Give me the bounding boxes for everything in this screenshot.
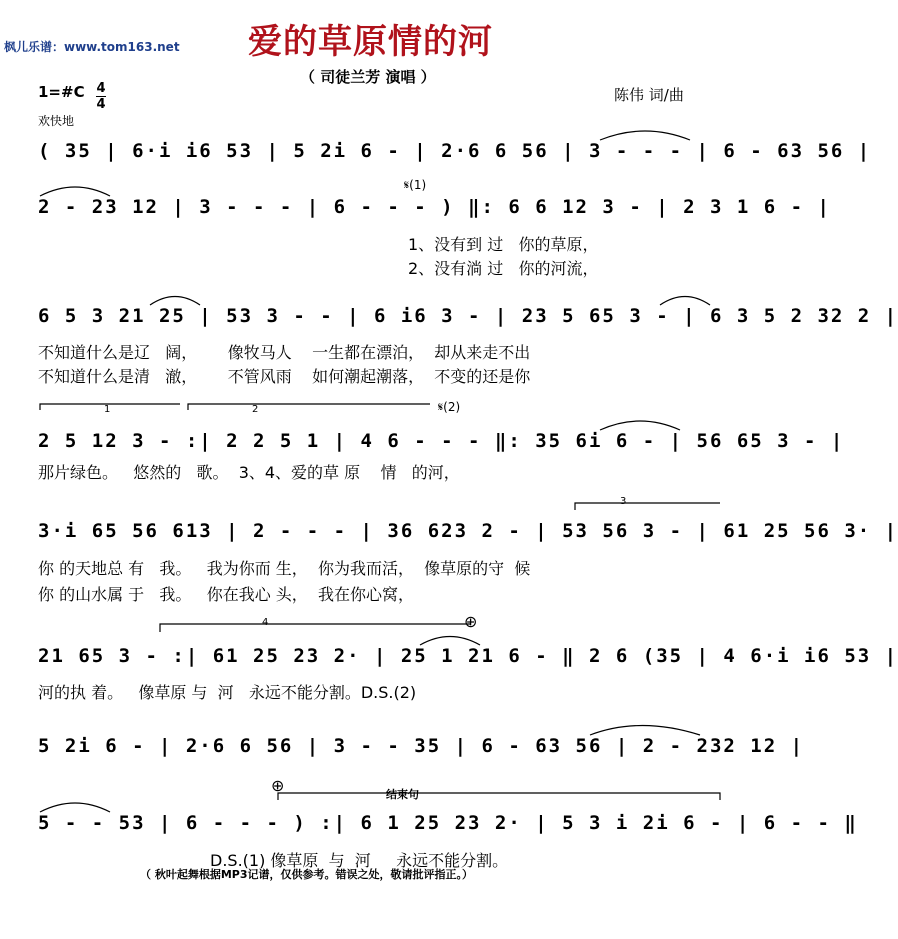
segno-2-marker: 𝄋(2): [438, 400, 461, 414]
lyric-row-5-verse-1: 你 的天地总 有 我。 我为你而 生， 你为我而活， 像草原的守 候: [38, 559, 531, 578]
time-signature-bottom: 4: [96, 97, 106, 112]
score-row-3: 6 5 3 21 25 | 53 3 - - | 6 i6 3 - | 23 5 65 3 - | 6 3 5 2 32 2 |: [38, 305, 898, 327]
slur-row-2: [40, 187, 110, 196]
slur-row-8: [40, 803, 110, 812]
score-row-5: 3·i 65 56 613 | 2 - - - | 36 623 2 - | 53 56 3 - | 61 25 56 3· |: [38, 520, 898, 542]
lyric-row-3-verse-1: 不知道什么是辽 阔， 像牧马人 一生都在漂泊， 却从来走不出: [38, 343, 531, 362]
volta-bracket-2: [188, 404, 430, 410]
lyric-row-3-verse-2: 不知道什么是清 澈， 不管风雨 如何潮起潮落， 不变的还是你: [38, 367, 531, 386]
lyric-row-8-verse-1: D.S.(1) 像草原 与 河 永远不能分割。: [210, 851, 509, 870]
ending-phrase-label: 结束句: [386, 788, 419, 801]
score-row-8: 5 - - 53 | 6 - - - ) :| 6 1 25 23 2· | 5 3 i 2i 6 - | 6 - - ‖: [38, 812, 858, 834]
slur-row-6: [420, 637, 480, 646]
volta-4-label: 4: [262, 617, 269, 628]
volta-bracket-3: [575, 503, 720, 510]
slur-row-3a: [150, 297, 200, 306]
lyric-row-6-verse-1: 河的执 着。 像草原 与 河 永远不能分割。D.S.(2): [38, 683, 417, 702]
lyric-row-2-verse-1: 1、没有到 过 你的草原，: [408, 235, 599, 254]
lyric-row-4-verse-1: 那片绿色。 悠然的 歌。 3、4、爱的草 原 情 的河，: [38, 463, 460, 482]
score-row-2: 2 - 23 12 | 3 - - - | 6 - - - ) ‖: 6 6 12 3 - | 2 3 1 6 - |: [38, 196, 831, 218]
tempo-marking: 欢快地: [38, 114, 75, 128]
time-signature-top: 4: [96, 81, 106, 96]
volta-bracket-1: [40, 404, 180, 410]
coda-sign-upper: ⊕: [464, 612, 478, 631]
volta-3-label: 3: [620, 496, 627, 507]
score-row-6: 21 65 3 - :| 61 25 23 2· | 25 1 21 6 - ‖ 2 6 (35 | 4 6·i i6 53 |: [38, 645, 898, 667]
slur-row-3b: [660, 297, 710, 306]
score-row-7: 5 2i 6 - | 2·6 6 56 | 3 - - 35 | 6 - 63 56 | 2 - 232 12 |: [38, 735, 805, 757]
site-watermark: 枫儿乐谱：www.tom163.net: [4, 40, 180, 54]
composer-credit: 陈伟 词/曲: [614, 86, 684, 104]
score-row-4: 2 5 12 3 - :| 2 2 5 1 | 4 6 - - - ‖: 35 6i 6 - | 56 65 3 - |: [38, 430, 845, 452]
volta-1-label: 1: [104, 404, 111, 415]
key-signature: 1=#C: [38, 83, 85, 101]
lyric-row-5-verse-2: 你 的山水属 于 我。 你在我心 头， 我在你心窝，: [38, 585, 414, 604]
song-title: 爱的草原情的河: [248, 22, 493, 62]
coda-sign-lower: ⊕: [271, 776, 285, 795]
score-row-1: ( 35 | 6·i i6 53 | 5 2i 6 - | 2·6 6 56 | 3 - - - | 6 - 63 56 |: [38, 140, 872, 162]
slur-row-7: [590, 726, 700, 736]
volta-2-label: 2: [252, 404, 259, 415]
slur-row-1: [600, 131, 690, 140]
transcription-note: （ 秋叶起舞根据MP3记谱，仅供参考。错误之处，敬请批评指正。）: [140, 868, 473, 881]
volta-bracket-4: [160, 624, 470, 632]
lyric-row-2-verse-2: 2、没有淌 过 你的河流，: [408, 259, 599, 278]
singer-credit: （ 司徒兰芳 演唱 ）: [300, 68, 436, 86]
ending-bracket: [278, 793, 720, 800]
slur-row-4: [600, 421, 680, 430]
segno-1-marker: 𝄋(1): [404, 178, 427, 192]
